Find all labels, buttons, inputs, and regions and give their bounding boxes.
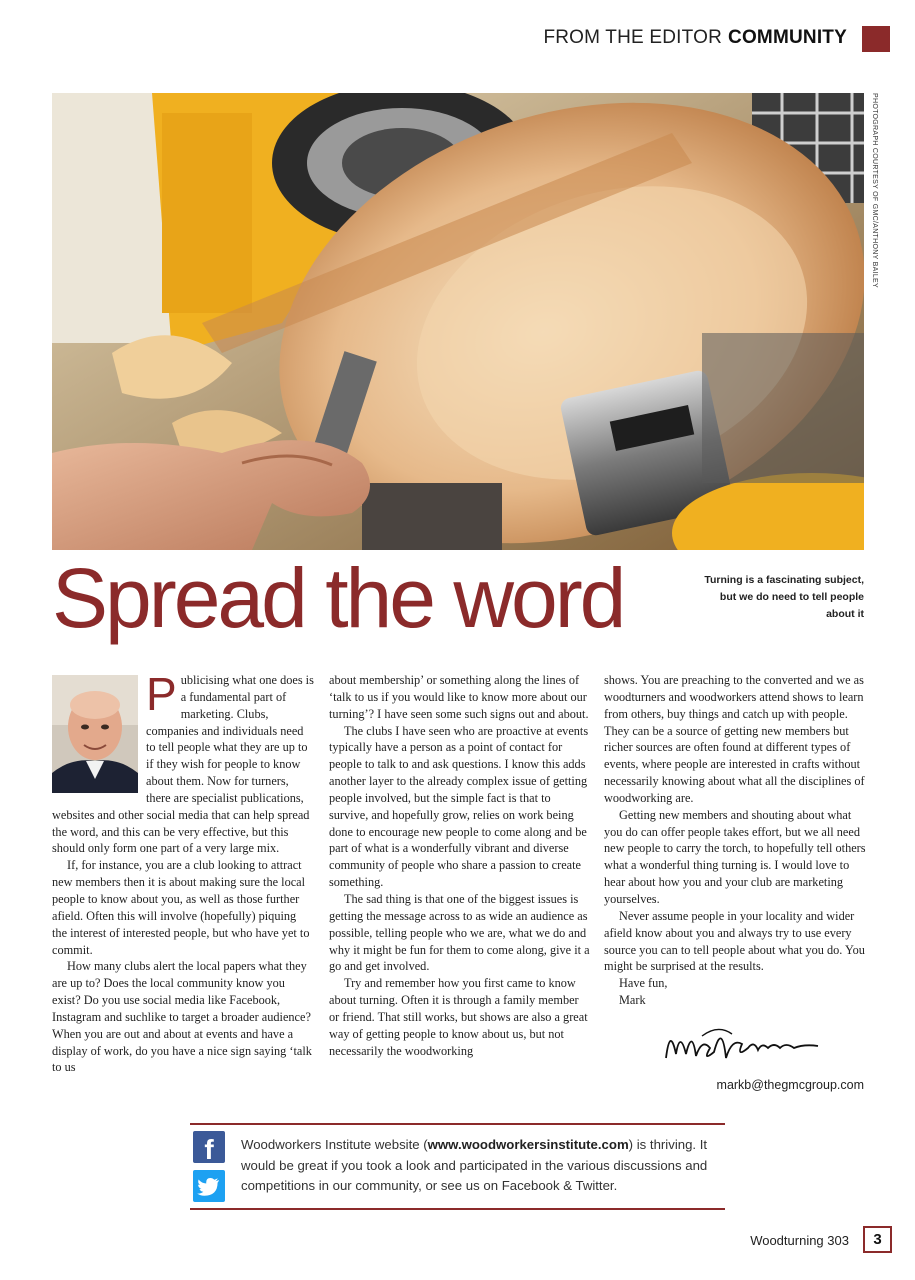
article-column-1 xyxy=(52,668,314,1076)
lathe-photo-illustration xyxy=(52,93,864,550)
footer-message xyxy=(241,1135,711,1197)
magazine-name: Woodturning xyxy=(750,1233,824,1248)
facebook-icon[interactable]: f xyxy=(193,1131,225,1163)
drop-cap: P xyxy=(146,668,177,720)
twitter-icon[interactable] xyxy=(193,1170,225,1202)
category-label: COMMUNITY xyxy=(728,27,847,48)
paragraph: shows. You are preaching to the converted and we as woodturners and woodworkers attend shows to learn from others, buy things and catch up with people. They can be a source of getting new members but richer sources are often found at different types of events, where people are interested in crafts without necessarily knowing about what all the disciplines of woodworking are. xyxy=(604,673,865,805)
website-link[interactable]: www.woodworkersinstitute.com xyxy=(427,1137,629,1152)
paragraph: The clubs I have seen who are proactive at events typically have a person as a point of contact for people to talk to and ask questions. I know this adds another layer to the already complex issue of getting people involved, but the simple fact is that to survive, and hopefully grow, relies on work being done to encourage new people to come along and be part of what is a wonderfully vibrant and diverse community of people who share a passion to create something. xyxy=(329,723,589,890)
editor-email[interactable]: markb@thegmcgroup.com xyxy=(716,1078,864,1092)
standfirst: Turning is a fascinating subject, but we do need to tell people about it xyxy=(704,574,864,620)
paragraph: about membership’ or something along the lines of ‘talk to us if you would like to know more about our turning’? I have seen some such signs out and about. xyxy=(329,673,589,721)
paragraph: Never assume people in your locality and wider afield know about you and always try to use every source you can to tell people about what you do. You might be surprised at the results. xyxy=(604,908,865,974)
paragraph: The sad thing is that one of the biggest issues is getting the message across to as wide an audience as possible, telling people who we are, what we do and why it might be fun for them to come along, give it a go and get involved. xyxy=(329,891,590,974)
sign-off: Have fun, xyxy=(619,976,668,991)
article-column-2 xyxy=(329,672,591,1059)
photo-credit-text: PHOTOGRAPH COURTESY OF GMC/ANTHONY BAILEY xyxy=(871,93,878,288)
section-label: FROM THE EDITOR xyxy=(543,27,723,48)
footer-rule-bottom xyxy=(190,1208,725,1210)
article-column-3 xyxy=(604,672,868,1009)
paragraph: Getting new members and shouting about what you do can offer people takes effort, but we all need new people to carry the torch, to hopefully tell others what a wonderful thing turning is. I would love to hear about how you and your club are marketing yourselves. xyxy=(604,807,866,906)
editor-signature xyxy=(662,1018,822,1070)
issue-number: 303 xyxy=(827,1233,849,1248)
folio xyxy=(750,1233,849,1248)
header-accent-square xyxy=(862,26,890,52)
author-name: Mark xyxy=(619,993,646,1008)
photo-credit xyxy=(867,93,879,393)
footer-text-before: Woodworkers Institute website ( xyxy=(241,1137,428,1152)
footer-rule-top xyxy=(190,1123,725,1125)
paragraph: ublicising what one does is a fundamental part of marketing. Clubs, companies and individuals need to tell people what they are up to if they wish for people to know about them. Now for turners, there are specialist publications, websites and other social media that can help spread the word, and this can be very effective, but this should only form one part of a very large mix. xyxy=(52,673,314,856)
headline: Spread the word xyxy=(52,551,624,645)
footer-text-after: ) is thriving. It would be great if you took a look and participated in the various discussions and competitions in our community, or see us on Facebook & Twitter. xyxy=(241,1137,708,1193)
editor-portrait xyxy=(52,675,138,793)
lathe-photo xyxy=(52,93,864,550)
paragraph: If, for instance, you are a club looking to attract new members then it is about making sure the local people to know about you, as well as those further afield. Often this will involve (hopefully) piquing the interest of interested people, but who have yet to commit. xyxy=(52,858,310,957)
paragraph: Try and remember how you first came to know about turning. Often it is through a family member or friend. That still works, but shows are also a great way of getting people to know about us, but not necessarily the woodworking xyxy=(329,976,588,1058)
page-number: 3 xyxy=(863,1226,892,1253)
paragraph: How many clubs alert the local papers what they are up to? Does the local community know you exist? Do you use social media like Facebook, Instagram and suchlike to target a broader audience? When you are out and about at events and have a display of work, do you have a nice sign saying ‘talk to us xyxy=(52,959,312,1075)
section-header xyxy=(543,27,847,49)
